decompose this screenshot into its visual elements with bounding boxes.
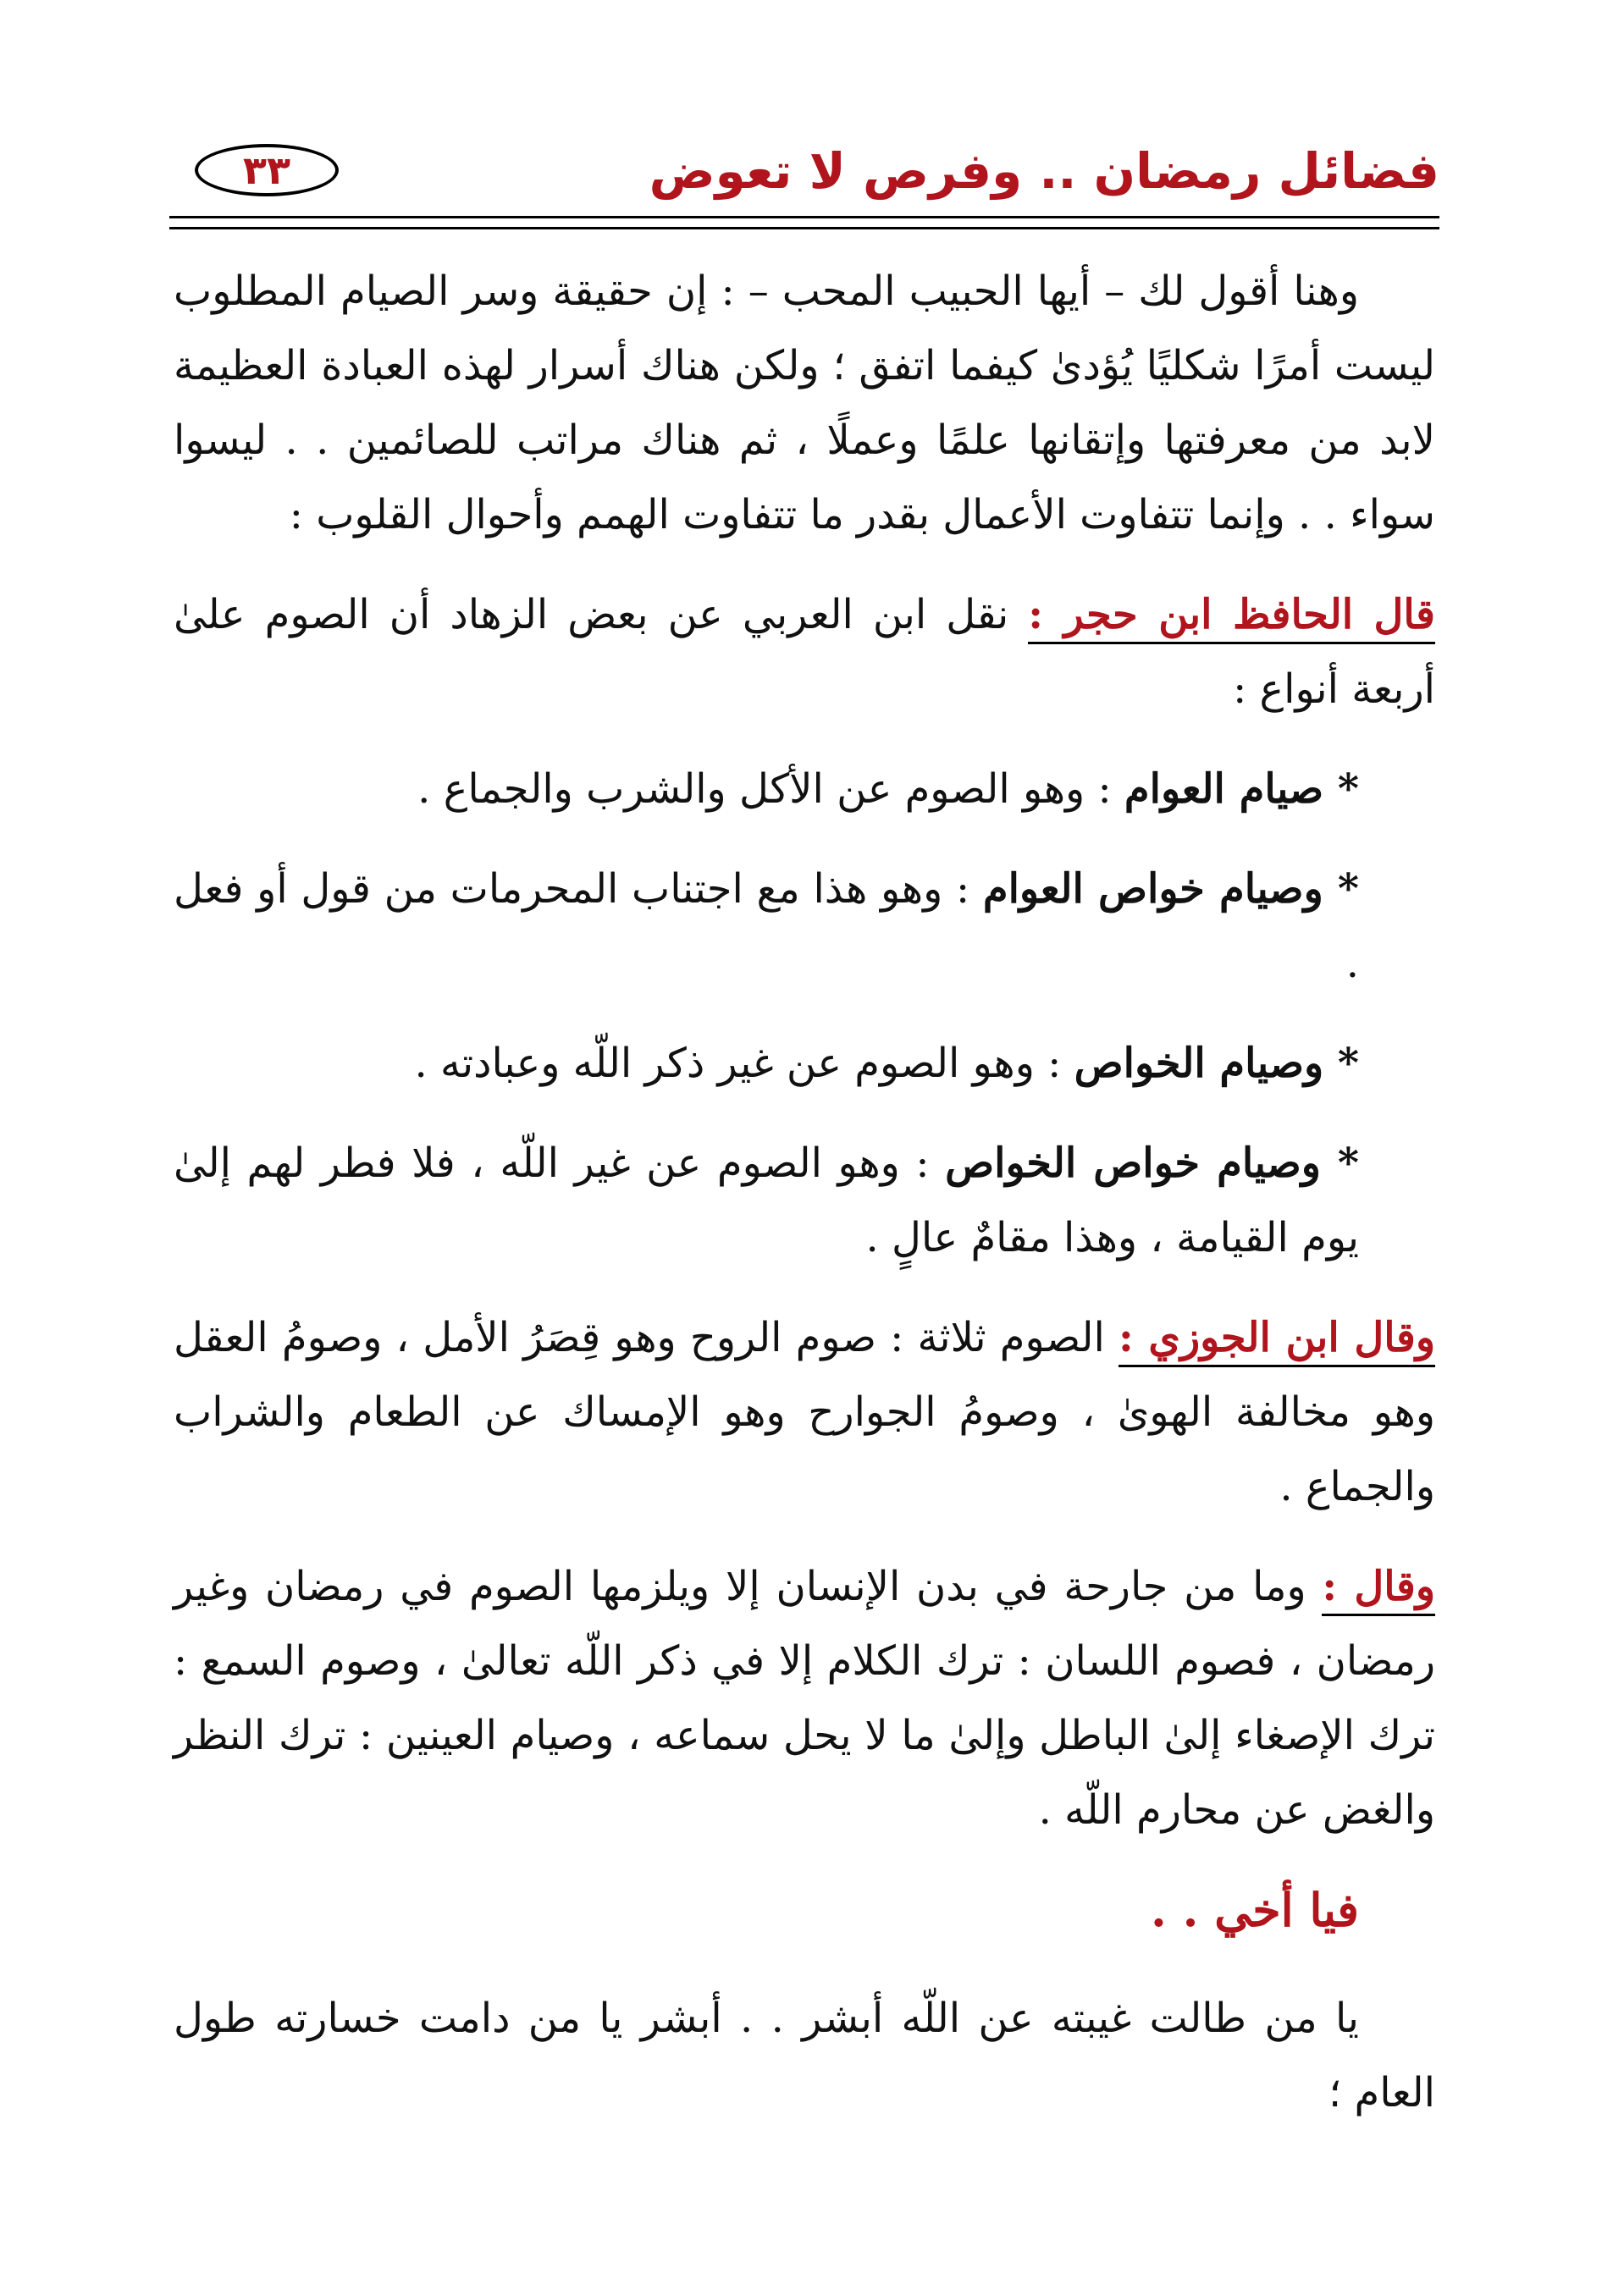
quote-and-he-said <box>174 1549 1435 1847</box>
bullet-star: * <box>1323 1040 1359 1087</box>
bullet-text: : وهو الصوم عن غير اللّه ، فلا فطر لهم إلىٰ يوم القيامة ، وهذا مقامٌ عالٍ . <box>174 1140 1359 1261</box>
header-rule-top <box>169 216 1439 218</box>
list-item <box>174 752 1435 826</box>
bullet-text: : وهو هذا مع اجتناب المحرمات من قول أو فعل . <box>174 865 1359 987</box>
bullet-term: وصيام الخواص <box>1074 1040 1324 1087</box>
bullet-term: وصيام خواص الخواص <box>945 1140 1321 1187</box>
list-item <box>174 1026 1435 1101</box>
quote-text: الصوم ثلاثة : صوم الروح وهو قِصَرُ الأمل ، وصومُ العقل وهو مخالفة الهوىٰ ، وصومُ الجوارح وهو الإمساك عن الطعام والشراب والجماع . <box>174 1314 1435 1510</box>
bullet-text: : وهو الصوم عن غير ذكر اللّه وعبادته . <box>414 1040 1074 1087</box>
quote-label: وقال : <box>1322 1563 1435 1616</box>
quote-ibn-hajar <box>174 577 1435 726</box>
bullet-term: صيام العوام <box>1124 765 1324 813</box>
intro-paragraph: وهنا أقول لك – أيها الحبيب المحب – : إن حقيقة وسر الصيام المطلوب ليست أمرًا شكليًا يُؤدىٰ كيفما اتفق ؛ ولكن هناك أسرار لهذه العبادة العظيمة لابد من معرفتها وإتقانها علمًا وعملًا ، ثم هناك مراتب للصائمين . . ليسوا سواء . . وإنما تتفاوت الأعمال بقدر ما تتفاوت الهمم وأحوال القلوب : <box>174 268 1435 538</box>
header-rule-bottom <box>169 227 1439 229</box>
section-heading: فيا أخي . . <box>1151 1883 1359 1937</box>
bullet-star: * <box>1323 765 1359 813</box>
page-number: ٣٣ <box>195 144 339 196</box>
page-header <box>169 127 1439 229</box>
running-title: فضائل رمضان .. وفرص لا تعوض <box>649 142 1439 200</box>
bullet-star: * <box>1323 865 1360 913</box>
quote-text: وما من جارحة في بدن الإنسان إلا ويلزمها الصوم في رمضان وغير رمضان ، فصوم اللسان : ترك الكلام إلا في ذكر اللّه تعالىٰ ، وصوم السمع : ترك الإصغاء إلىٰ الباطل وإلىٰ ما لا يحل سماعه ، وصيام العينين : ترك النظر والغض عن محارم اللّه . <box>174 1563 1436 1834</box>
bullet-term: وصيام خواص العوام <box>982 865 1323 913</box>
page-body <box>174 254 1435 2155</box>
list-item <box>174 1126 1435 1275</box>
quote-label: وقال ابن الجوزي : <box>1119 1314 1435 1367</box>
quote-ibn-al-jawzi <box>174 1300 1435 1524</box>
list-item <box>174 852 1435 1001</box>
quote-text: نقل ابن العربي عن بعض الزهاد أن الصوم علىٰ أربعة أنواع : <box>174 591 1435 713</box>
quote-label: قال الحافظ ابن حجر : <box>1028 591 1435 644</box>
bullet-text: : وهو الصوم عن الأكل والشرب والجماع . <box>417 765 1124 813</box>
bullet-star: * <box>1320 1140 1360 1187</box>
closing-paragraph: يا من طالت غيبته عن اللّه أبشر . . أبشر يا من دامت خسارته طول العام ؛ <box>174 1995 1435 2117</box>
